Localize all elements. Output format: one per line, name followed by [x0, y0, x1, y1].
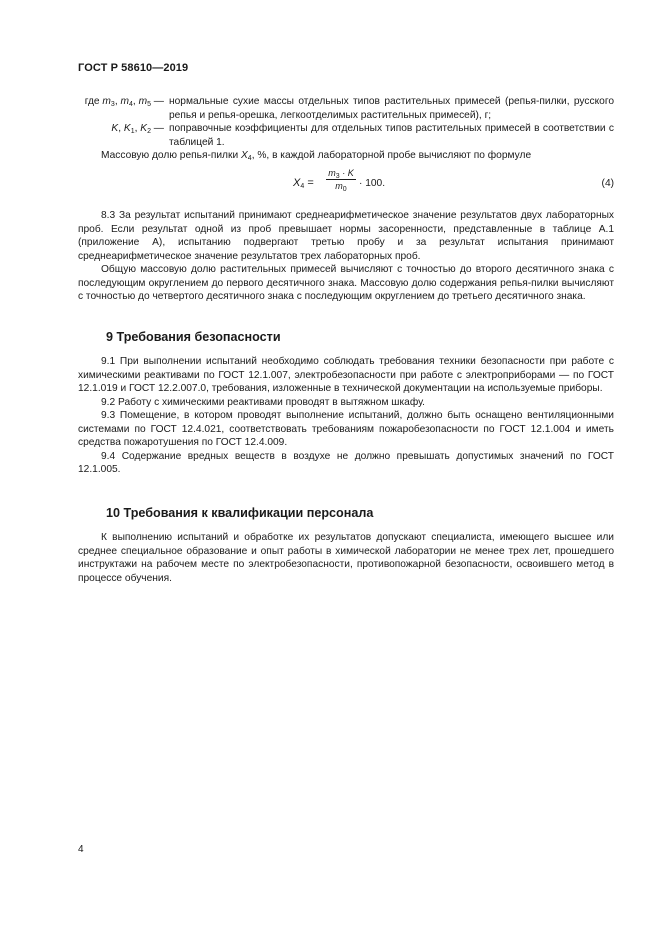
section-9-heading: 9 Требования безопасности [106, 330, 281, 344]
paragraph-9-3: 9.3 Помещение, в котором проводят выполнение испытаний, должно быть оснащено вентиляционными системами по ГОСТ 12.4.021, соответствовать требованиям пожаробезопасности по ГОСТ 12.1.004 и иметь средства пожаротушения по ГОСТ 12.4.009. [78, 410, 614, 448]
section-10-body [78, 531, 614, 585]
definition-row-masses [78, 95, 614, 122]
formula-intro: Массовую долю репья-пилки $X_4$, %, в каждой лабораторной пробе вычисляют по формуле [101, 150, 532, 162]
formula-rhs: · 100. [359, 178, 386, 189]
formula-number: (4) [601, 178, 614, 189]
paragraph-10: К выполнению испытаний и обработке их результатов допускают специалиста, имеющего высшее или среднее специальное образование и опыт работы в химической лаборатории не менее трех лет, прошедшего инструктажи на рабочем месте по электробезопасности, противопожарной безопасности, освоившего метод в процессе обучения. [78, 532, 614, 584]
definition-text-masses: нормальные сухие массы отдельных типов растительных примесей (репья-пилки, русского репья и репья-орешка, легкоотделимых растительных примесей), г; [169, 96, 614, 121]
section-8-3 [78, 209, 614, 304]
variable-definitions [78, 95, 614, 163]
paragraph-9-2: 9.2 Работу с химическими реактивами проводят в вытяжном шкафу. [101, 396, 425, 408]
definition-row-coefficients [78, 122, 614, 149]
definition-text-coefficients: поправочные коэффициенты для отдельных типов растительных примесей в соответствии с таблицей 1. [169, 123, 614, 148]
section-10-heading: 10 Требования к квалификации персонала [106, 506, 374, 520]
formula-denominator: $m_0$ [335, 181, 347, 193]
formula-numerator: $m_3 \cdot K$ [326, 168, 356, 180]
definition-term-masses: где $m_3$, $m_4$, $m_5$ — [84, 96, 164, 108]
paragraph-9-1: 9.1 При выполнении испытаний необходимо соблюдать требования техники безопасности при работе с химическими реактивами по ГОСТ 12.1.007, электробезопасности при работе с электроприборами — по ГОСТ 12.1.019 и ГОСТ 12.2.007.0, требования, изложенные в технической документации на используемые приборы. [78, 356, 614, 394]
paragraph-9-4: 9.4 Содержание вредных веществ в воздухе не должно превышать допустимых значений по ГОСТ 12.1.005. [78, 450, 614, 475]
section-9-body [78, 355, 614, 477]
paragraph-8-3-rounding: Общую массовую долю растительных примесей вычисляют с точностью до второго десятичного знака с последующим округлением до первого десятичного знака. Массовую долю содержания репья-пилки вычисляют с точностью до четвертого десятичного знака с последующим округлением до третьего десятичного знака. [78, 264, 614, 302]
paragraph-8-3: 8.3 За результат испытаний принимают среднеарифметическое значение результатов двух лабораторных проб. Если результат одной из проб превышает нормы засоренности, представленные в таблице А.1 (приложение А), испытанию подвергают третью пробу и за результат испытания принимают среднеарифметическое значение результатов трех лабораторных проб. [78, 210, 614, 262]
formula-lhs: $X_4$ = [293, 177, 314, 190]
formula-fraction [326, 168, 356, 191]
document-header: ГОСТ Р 58610—2019 [78, 62, 189, 74]
formula-4 [78, 168, 614, 202]
page-number: 4 [78, 844, 84, 855]
definition-term-coefficients: K, $K_1$, $K_2$ — [111, 123, 164, 135]
